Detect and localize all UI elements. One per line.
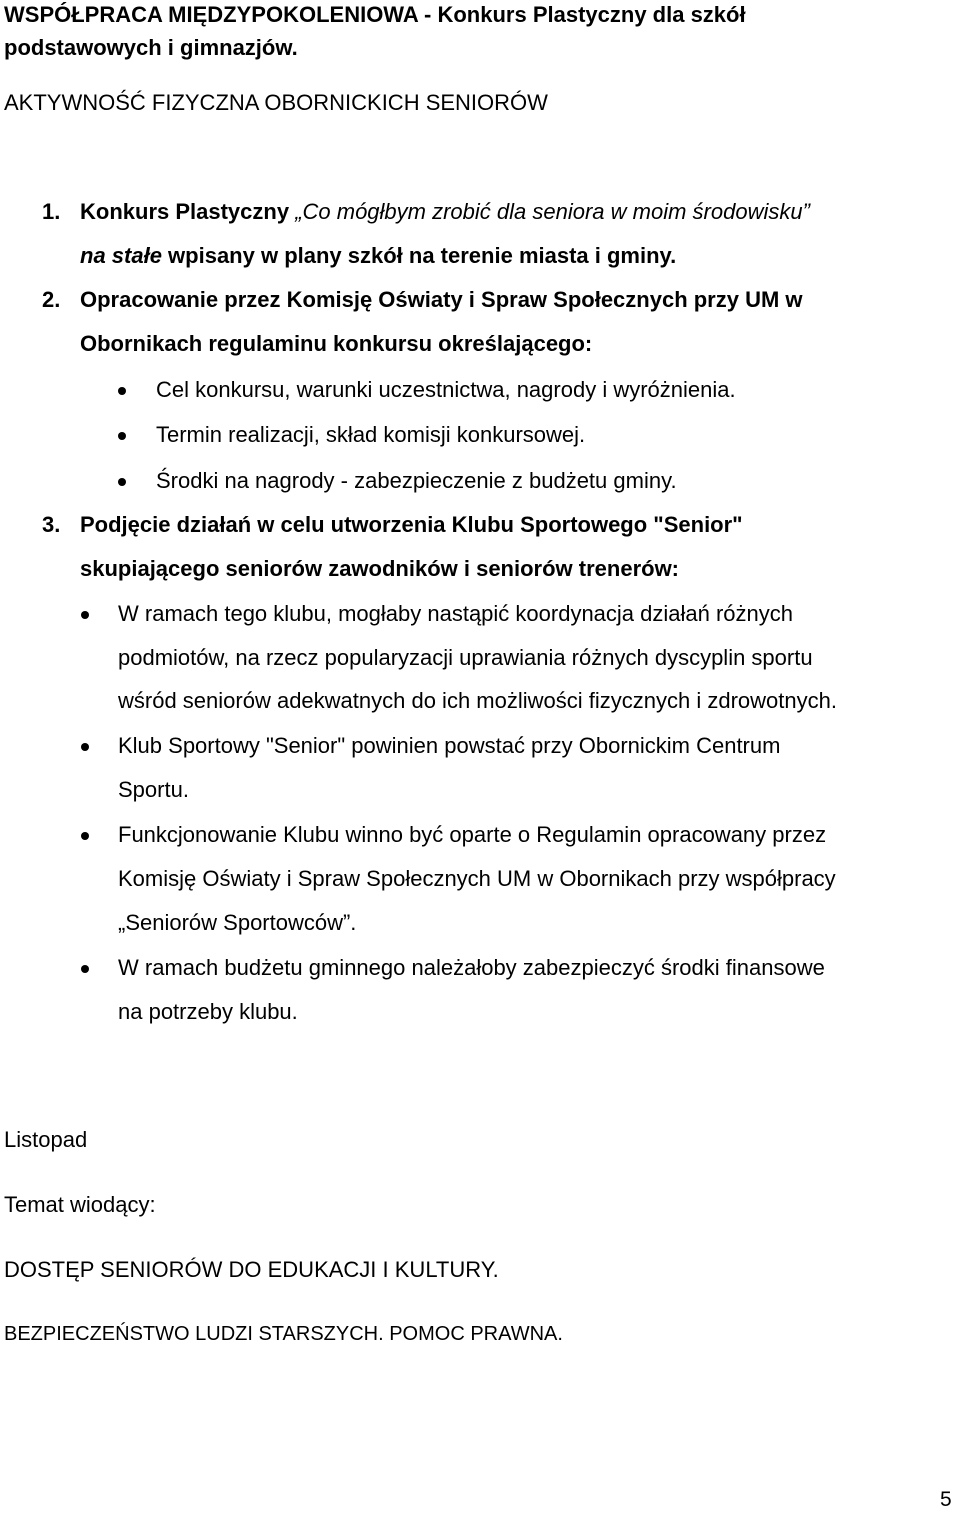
bullet-dot bbox=[81, 743, 89, 751]
item-1-number: 1. bbox=[42, 199, 61, 224]
item-2-bullet-3: Środki na nagrody - zabezpieczenie z budżetu gminy. bbox=[156, 468, 677, 493]
section-title: AKTYWNOŚĆ FIZYCZNA OBORNICKICH SENIORÓW bbox=[4, 90, 548, 115]
bullet-dot bbox=[118, 387, 126, 395]
topic-label: Temat wiodący: bbox=[4, 1192, 156, 1217]
item-1-line-1 bbox=[80, 199, 810, 225]
header-line-1: WSPÓŁPRACA MIĘDZYPOKOLENIOWA - Konkurs Plastyczny dla szkół bbox=[4, 2, 746, 27]
item-2-bullet-2: Termin realizacji, skład komisji konkursowej. bbox=[156, 422, 586, 447]
item-3-bullet-3-line-1: Funkcjonowanie Klubu winno być oparte o Regulamin opracowany przez bbox=[118, 822, 827, 847]
item-3-bullet-3-line-2: Komisję Oświaty i Spraw Społecznych UM w Obornikach przy współpracy bbox=[118, 866, 836, 891]
item-2-line-2: Obornikach regulaminu konkursu określającego: bbox=[80, 331, 593, 356]
bullet-dot bbox=[81, 611, 89, 619]
item-1-line-2-rest: wpisany w plany szkół na terenie miasta i gminy. bbox=[168, 243, 677, 268]
topic-1: DOSTĘP SENIORÓW DO EDUKACJI I KULTURY. bbox=[4, 1257, 499, 1282]
item-1-contest-title: „Co mógłbym zrobić dla seniora w moim środowisku” bbox=[295, 199, 810, 224]
item-3-line-2: skupiającego seniorów zawodników i seniorów trenerów: bbox=[80, 556, 680, 581]
item-2-line-1: Opracowanie przez Komisję Oświaty i Spraw Społecznych przy UM w bbox=[80, 287, 803, 312]
item-1-prefix: Konkurs Plastyczny bbox=[80, 199, 296, 224]
header-line-2: podstawowych i gimnazjów. bbox=[4, 35, 298, 60]
item-2-bullet-1: Cel konkursu, warunki uczestnictwa, nagrody i wyróżnienia. bbox=[156, 377, 736, 402]
item-3-bullet-3-line-3: „Seniorów Sportowców”. bbox=[118, 910, 357, 935]
item-3-bullet-1-line-2: podmiotów, na rzecz popularyzacji uprawiania różnych dyscyplin sportu bbox=[118, 645, 813, 670]
bullet-dot bbox=[118, 432, 126, 440]
bullet-dot bbox=[81, 832, 89, 840]
item-1-line-2 bbox=[80, 243, 676, 269]
item-2-number: 2. bbox=[42, 287, 61, 312]
bullet-dot bbox=[81, 965, 89, 973]
item-3-bullet-4-line-1: W ramach budżetu gminnego należałoby zabezpieczyć środki finansowe bbox=[118, 955, 825, 980]
item-3-bullet-1-line-3: wśród seniorów adekwatnych do ich możliwości fizycznych i zdrowotnych. bbox=[118, 688, 837, 713]
item-1-italic-fragment: na stałe bbox=[80, 243, 169, 268]
item-3-bullet-1-line-1: W ramach tego klubu, mogłaby nastąpić koordynacja działań różnych bbox=[118, 601, 794, 626]
page-number: 5 bbox=[940, 1488, 952, 1511]
topic-2: BEZPIECZEŃSTWO LUDZI STARSZYCH. POMOC PRAWNA. bbox=[4, 1323, 563, 1345]
item-3-bullet-4-line-2: na potrzeby klubu. bbox=[118, 999, 298, 1024]
item-3-number: 3. bbox=[42, 512, 61, 537]
item-3-bullet-2-line-1: Klub Sportowy "Senior" powinien powstać przy Obornickim Centrum bbox=[118, 733, 781, 758]
bullet-dot bbox=[118, 478, 126, 486]
item-3-line-1: Podjęcie działań w celu utworzenia Klubu Sportowego "Senior" bbox=[80, 512, 743, 537]
item-3-bullet-2-line-2: Sportu. bbox=[118, 777, 189, 802]
month-heading: Listopad bbox=[4, 1127, 88, 1152]
